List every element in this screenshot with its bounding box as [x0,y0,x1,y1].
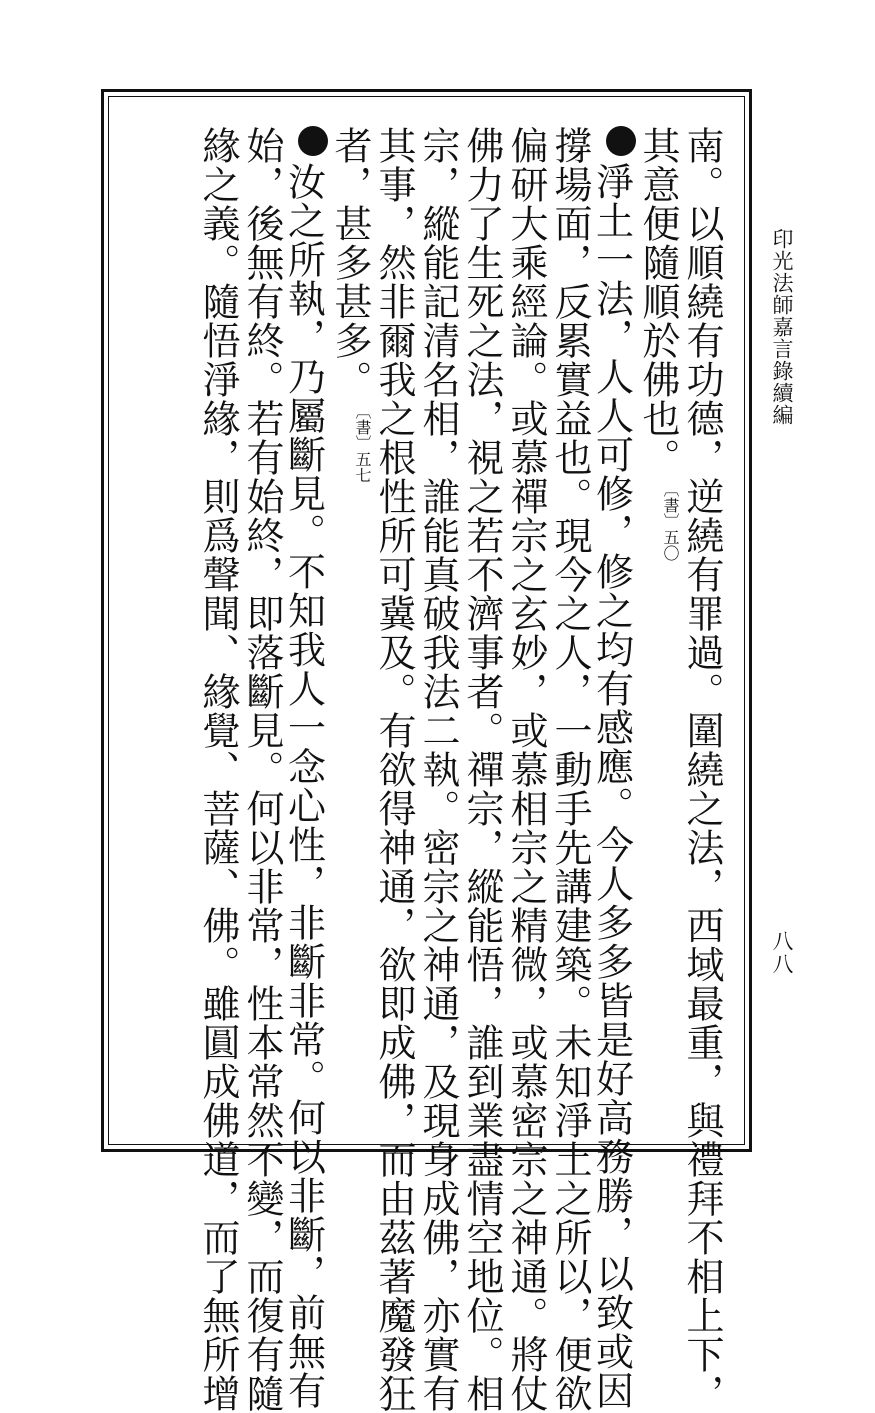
text-column: 其事，然非爾我之根性所可冀及。有欲得神通，欲即成佛，而由茲著魔發狂 [372,126,416,1413]
bullet-icon [606,126,636,156]
source-note: 〔書〕五〇 [661,481,680,561]
text-column: 其意便隨順於佛也。〔書〕五〇 [636,126,680,561]
text-column: 緣之義。隨悟淨緣，則爲聲聞、緣覺、菩薩、佛。雖圓成佛道，而了無所增 [196,126,240,1413]
text-column: 佛力了生死之法，視之若不濟事者。禪宗，縱能悟，誰到業盡情空地位。相 [460,126,504,1413]
text-column: 偏研大乘經論。或慕禪宗之玄妙，或慕相宗之精微，或慕密宗之神通。將仗 [504,126,548,1413]
running-head: 印光法師嘉言錄續編 [770,228,794,426]
text-column: 汝之所執，乃屬斷見。不知我人一念心性，非斷非常。何以非斷，前無有 [284,126,328,1410]
text-column: 淨土一法，人人可修，修之均有感應。今人多多皆是好高務勝，以致或因 [592,126,636,1410]
text-column: 始，後無有終。若有始終，即落斷見。何以非常，性本常然不變，而復有隨 [240,126,284,1413]
page-number: 八八 [770,930,794,976]
text-column: 撐場面，反累實益也。現今之人，一動手先講建築。未知淨土之所以，便欲 [548,126,592,1413]
bullet-icon [298,126,328,156]
text-column: 者，甚多甚多。〔書〕五七 [328,126,372,483]
text-column: 南。以順繞有功德，逆繞有罪過。圍繞之法，西域最重，與禮拜不相上下， [680,126,724,1413]
text-column: 宗，縱能記清名相，誰能真破我法二執。密宗之神通，及現身成佛，亦實有 [416,126,460,1413]
source-note: 〔書〕五七 [353,403,372,483]
